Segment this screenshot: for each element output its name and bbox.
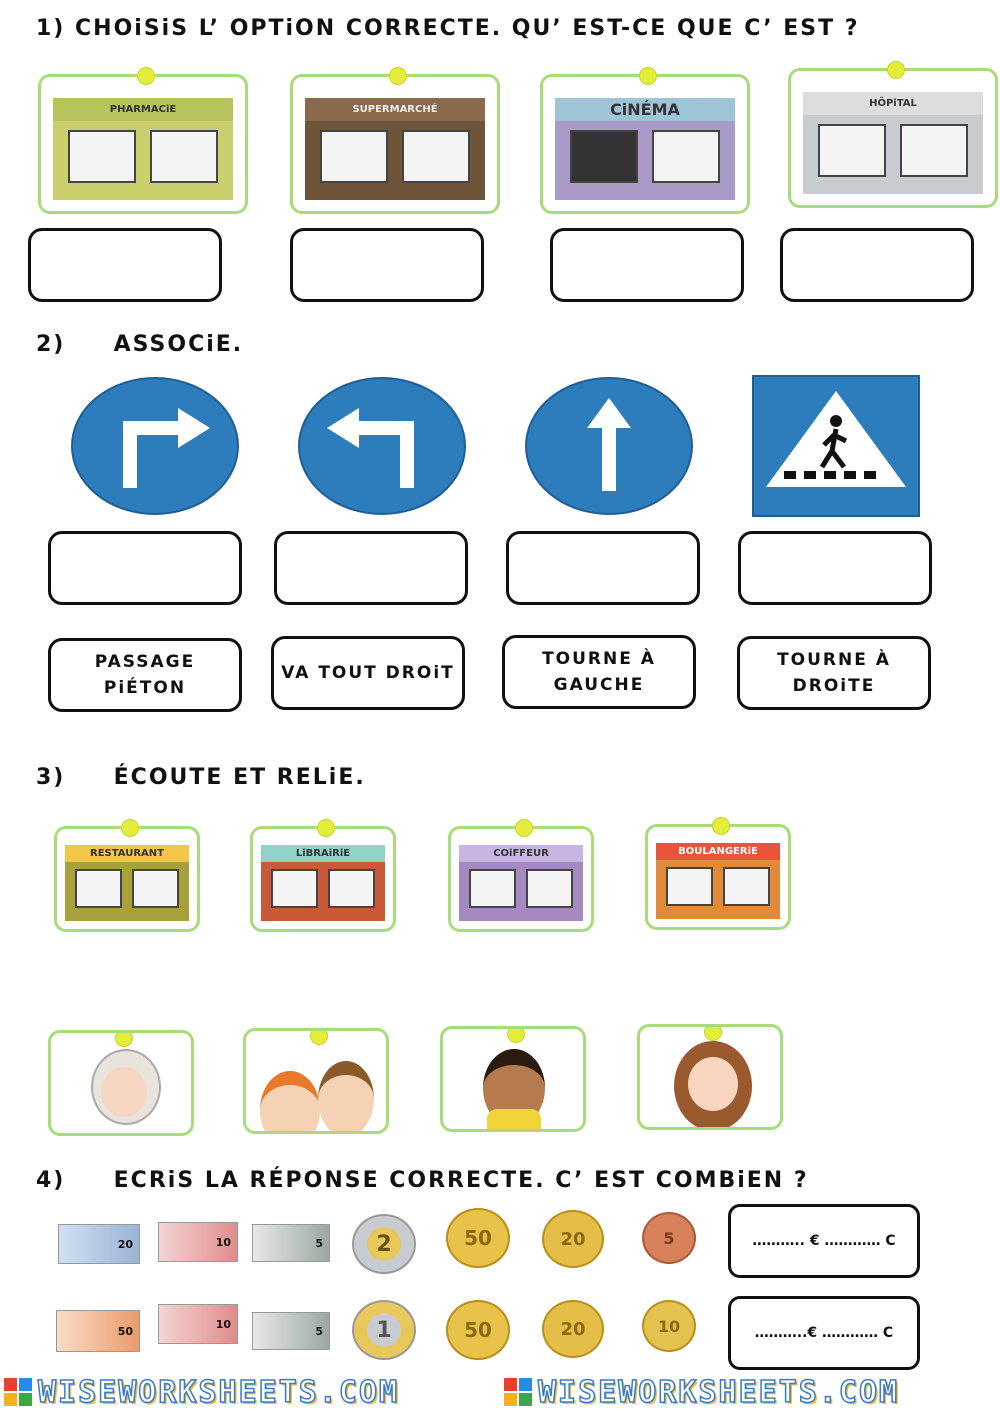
watermark-right: WISEWORKSHEETS.COM xyxy=(504,1374,899,1410)
person-image-boys xyxy=(243,1028,389,1134)
q2-answer-box-2[interactable] xyxy=(274,531,468,605)
shop-image-cinema: CiNÉMA xyxy=(540,74,750,214)
watermark-logo-icon xyxy=(504,1378,532,1406)
q2-answer-box-4[interactable] xyxy=(738,531,932,605)
banknote-20: 20 xyxy=(58,1224,140,1264)
q3-title: 3) ÉCOUTE ET RELiE. xyxy=(36,765,366,790)
q1-answer-box-3[interactable] xyxy=(550,228,744,302)
coin-1-euro: 1 xyxy=(352,1300,416,1360)
q1-answer-box-1[interactable] xyxy=(28,228,222,302)
coin-10-cent: 10 xyxy=(642,1300,696,1352)
shop-image-supermarche: SUPERMARCHÉ xyxy=(290,74,500,214)
banknote-50: 50 xyxy=(56,1310,140,1352)
word-card-tourne-a-droite[interactable]: TOURNE À DROiTE xyxy=(737,636,931,710)
coin-5-cent: 5 xyxy=(642,1212,696,1264)
word-card-passage-pieton[interactable]: PASSAGE PiÉTON xyxy=(48,638,242,712)
watermark-logo-icon xyxy=(4,1378,32,1406)
watermark-left: WISEWORKSHEETS.COM xyxy=(4,1374,399,1410)
q1-title: 1) CHOiSiS L’ OPTiON CORRECTE. QU’ EST-CE QUE C’ EST ? xyxy=(36,16,860,41)
q2-answer-box-3[interactable] xyxy=(506,531,700,605)
turn-right-sign-icon xyxy=(70,376,240,516)
q4-title: 4) ECRiS LA RÉPONSE CORRECTE. C’ EST COMBiEN ? xyxy=(36,1168,809,1193)
coin-50-cent: 50 xyxy=(446,1300,510,1360)
coin-20-cent: 20 xyxy=(542,1300,604,1358)
word-card-va-tout-droit[interactable]: VA TOUT DROiT xyxy=(271,636,465,710)
turn-left-sign-icon xyxy=(297,376,467,516)
banknote-5: 5 xyxy=(252,1224,330,1262)
shop-image-restaurant: RESTAURANT xyxy=(54,826,200,932)
person-image-girl-long-hair xyxy=(637,1024,783,1130)
q4-answer-box-2[interactable]: ………..€ ………… C xyxy=(728,1296,920,1370)
person-image-girl-brown xyxy=(440,1026,586,1132)
shop-image-boulangerie: BOULANGERiE xyxy=(645,824,791,930)
straight-sign-icon xyxy=(524,376,694,516)
shop-image-hopital: HÔPiTAL xyxy=(788,68,998,208)
q2-title: 2) ASSOCiE. xyxy=(36,332,244,357)
crosswalk-sign-icon xyxy=(752,375,920,517)
word-card-tourne-a-gauche[interactable]: TOURNE À GAUCHE xyxy=(502,635,696,709)
q2-answer-box-1[interactable] xyxy=(48,531,242,605)
banknote-5: 5 xyxy=(252,1312,330,1350)
q1-answer-box-4[interactable] xyxy=(780,228,974,302)
coin-2-euro: 2 xyxy=(352,1214,416,1274)
banknote-10: 10 xyxy=(158,1222,238,1262)
shop-image-librairie: LiBRAiRiE xyxy=(250,826,396,932)
coin-50-cent: 50 xyxy=(446,1208,510,1268)
banknote-10: 10 xyxy=(158,1304,238,1344)
shop-image-pharmacie: PHARMACiE xyxy=(38,74,248,214)
coin-20-cent: 20 xyxy=(542,1210,604,1268)
q1-answer-box-2[interactable] xyxy=(290,228,484,302)
person-image-grandmother xyxy=(48,1030,194,1136)
q4-answer-box-1[interactable]: ……….. € ………… C xyxy=(728,1204,920,1278)
shop-image-coiffeur: COiFFEUR xyxy=(448,826,594,932)
